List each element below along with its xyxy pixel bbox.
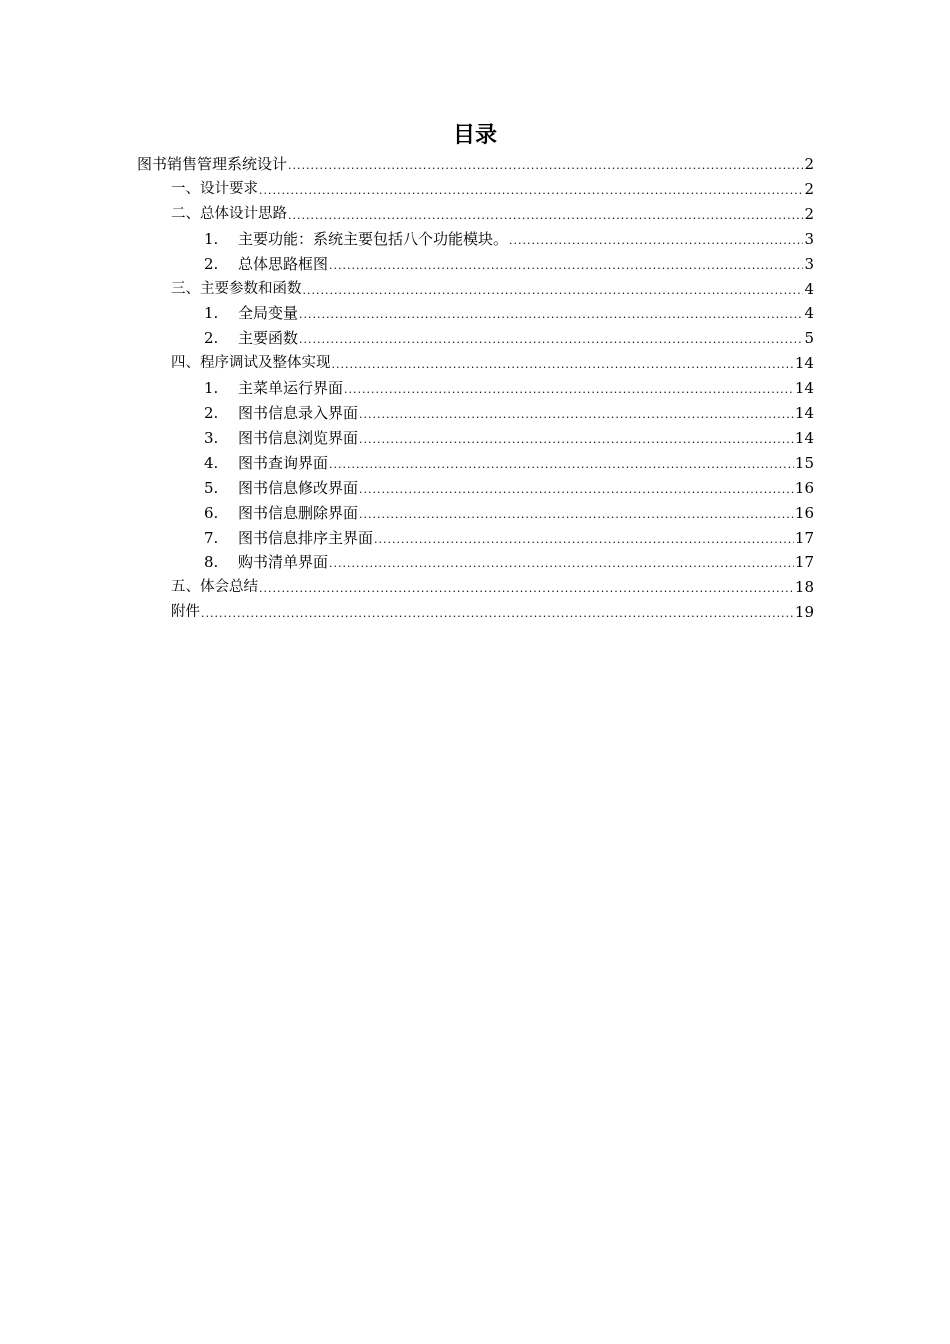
toc-entry-title: 图书信息删除界面 xyxy=(238,503,359,522)
toc-entry-title: 图书查询界面 xyxy=(238,453,329,472)
toc-entry-page-number: 5 xyxy=(804,329,814,348)
dot-leader xyxy=(299,307,803,323)
toc-entry-title: 主要功能：系统主要包括八个功能模块。 xyxy=(238,229,509,248)
toc-entry-page-number: 15 xyxy=(794,453,814,472)
dot-leader xyxy=(329,258,803,274)
toc-entry-title: 附件 xyxy=(171,604,200,621)
dot-leader xyxy=(374,532,794,548)
toc-entry[interactable] xyxy=(204,547,814,572)
toc-entry-page-number: 17 xyxy=(794,528,814,547)
toc-entry-title: 一、设计要求 xyxy=(171,180,258,197)
toc-entry-title: 二、总体设计思路 xyxy=(171,205,287,222)
toc-entry-page-number: 19 xyxy=(794,603,814,622)
toc-entry-page-number: 14 xyxy=(794,354,814,373)
toc-entry-page-number: 16 xyxy=(794,503,814,522)
toc-entry[interactable] xyxy=(171,199,814,224)
toc-entry[interactable] xyxy=(171,597,814,622)
toc-entry-title: 五、体会总结 xyxy=(171,579,258,596)
toc-entry-title: 总体思路框图 xyxy=(238,254,329,273)
toc-entry-number: 3. xyxy=(204,428,219,447)
toc-title: 目录 xyxy=(452,123,497,148)
toc-entry-number: 5. xyxy=(204,478,219,497)
toc-entry-number: 4. xyxy=(204,453,219,472)
toc-entry-number: 1. xyxy=(204,304,219,323)
toc-entry[interactable] xyxy=(204,448,814,473)
toc-entry-number: 7. xyxy=(204,528,219,547)
dot-leader xyxy=(344,382,794,398)
toc-entry-title: 三、主要参数和函数 xyxy=(171,280,302,297)
toc-entry-page-number: 3 xyxy=(804,254,814,273)
toc-entry[interactable] xyxy=(204,523,814,548)
toc-entry-title: 四、程序调试及整体实现 xyxy=(171,355,331,372)
dot-leader xyxy=(329,556,794,572)
toc-entry-title: 主要函数 xyxy=(238,329,299,348)
toc-entry-number: 2. xyxy=(204,329,219,348)
toc-entry[interactable] xyxy=(204,298,814,323)
toc-entry[interactable] xyxy=(171,572,814,597)
dot-leader xyxy=(509,233,803,249)
dot-leader xyxy=(288,208,803,224)
toc-entry[interactable] xyxy=(204,323,814,348)
toc-entry[interactable] xyxy=(204,224,814,249)
dot-leader xyxy=(359,407,794,423)
toc-entry-number: 2. xyxy=(204,404,219,422)
toc-entry-number: 1. xyxy=(204,229,219,248)
toc-entry-page-number: 4 xyxy=(804,279,814,298)
toc-entry-title: 购书清单界面 xyxy=(238,553,329,572)
toc-entry[interactable] xyxy=(204,373,814,398)
toc-entry[interactable] xyxy=(204,498,814,523)
toc-entry[interactable] xyxy=(204,423,814,448)
toc-entry[interactable] xyxy=(204,473,814,498)
toc-entry-number: 8. xyxy=(204,553,219,572)
toc-entry[interactable] xyxy=(204,249,814,274)
toc-entry-page-number: 14 xyxy=(794,428,814,447)
toc-entry-page-number: 2 xyxy=(804,204,814,223)
dot-leader xyxy=(359,432,794,448)
toc-entry-title: 图书销售管理系统设计 xyxy=(137,155,288,173)
toc-entry-number: 2. xyxy=(204,254,219,273)
toc-entry[interactable] xyxy=(171,274,814,299)
toc-entry-number: 6. xyxy=(204,503,219,522)
dot-leader xyxy=(299,332,803,348)
toc-entry-page-number: 2 xyxy=(804,155,814,173)
toc-entry-page-number: 2 xyxy=(804,179,814,198)
toc-entry[interactable] xyxy=(204,398,814,423)
toc-entry-page-number: 14 xyxy=(794,404,814,422)
dot-leader xyxy=(359,482,794,498)
toc-entry-page-number: 4 xyxy=(804,304,814,323)
toc-entry-page-number: 18 xyxy=(794,578,814,597)
toc-entry-number: 1. xyxy=(204,379,219,398)
toc-entry-title: 图书信息排序主界面 xyxy=(238,528,374,547)
toc-entry[interactable] xyxy=(137,149,814,174)
toc-entry-title: 图书信息录入界面 xyxy=(238,404,359,422)
toc-entry-page-number: 3 xyxy=(804,229,814,248)
dot-leader xyxy=(359,507,794,523)
toc-entry-title: 主菜单运行界面 xyxy=(238,379,344,398)
dot-leader xyxy=(259,183,803,199)
toc-entry-page-number: 16 xyxy=(794,478,814,497)
dot-leader xyxy=(303,283,804,299)
toc-entry-page-number: 17 xyxy=(794,553,814,572)
toc-entry[interactable] xyxy=(171,348,814,373)
dot-leader xyxy=(329,457,794,473)
toc-entry-title: 全局变量 xyxy=(238,304,299,323)
toc-entry[interactable] xyxy=(171,174,814,199)
dot-leader xyxy=(332,357,794,373)
toc-entry-page-number: 14 xyxy=(794,379,814,398)
dot-leader xyxy=(201,606,794,622)
toc-entry-title: 图书信息浏览界面 xyxy=(238,428,359,447)
dot-leader xyxy=(259,581,794,597)
toc-entry-title: 图书信息修改界面 xyxy=(238,478,359,497)
dot-leader xyxy=(288,158,803,174)
